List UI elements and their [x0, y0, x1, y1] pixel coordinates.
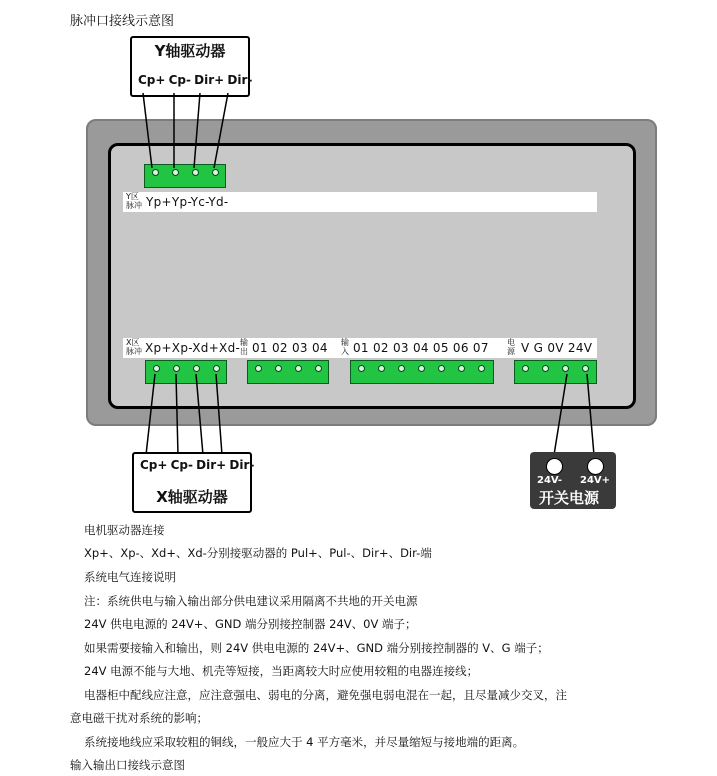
paragraph-wiring-note-cont: 意电磁干扰对系统的影响； — [70, 711, 208, 725]
psu-positive-terminal — [587, 458, 604, 475]
input-label-top: 输 — [341, 338, 349, 347]
y-pulse-terminals-label: Yp+Yp-Yc-Yd- — [146, 195, 229, 209]
paragraph-no-short: 24V 电源不能与大地、机壳等短接，当距离较大时应使用较粗的电器连接线； — [84, 664, 479, 678]
y-wire-dir-plus — [194, 93, 200, 168]
power-terminals-label: V G 0V 24V — [521, 341, 593, 355]
x-pulse-label-top: X区 — [126, 338, 140, 347]
psu-wire-positive — [587, 374, 594, 455]
output-label-bottom: 出 — [240, 347, 248, 356]
paragraph-electrical-heading: 系统电气连接说明 — [84, 570, 176, 584]
y-pulse-label-top: Y区 — [126, 192, 139, 201]
input-label-bottom: 入 — [341, 347, 349, 356]
power-label-bottom: 源 — [507, 347, 515, 356]
power-label-top: 电 — [507, 338, 515, 347]
y-pulse-label-bottom: 脉冲 — [126, 201, 142, 210]
output-terminals-label: 01 02 03 04 — [252, 341, 328, 355]
y-driver-title: Y轴驱动器 — [154, 42, 226, 60]
y-driver-pins: Cp+ Cp- Dir+ Dir- — [138, 73, 253, 87]
x-wire-cp-plus — [146, 374, 155, 455]
paragraph-power-24v: 24V 供电电源的 24V+、GND 端分别接控制器 24V、0V 端子； — [84, 617, 417, 631]
psu-negative-terminal — [546, 458, 563, 475]
paragraph-wiring-note: 电器柜中配线应注意，应注意强电、弱电的分离，避免强电弱电混在一起，且尽量减少交叉，注 — [84, 688, 567, 702]
psu-title: 开关电源 — [539, 489, 600, 507]
x-driver-title: X轴驱动器 — [156, 488, 228, 506]
x-driver-box — [132, 452, 255, 513]
y-wire-cp-plus — [143, 93, 152, 168]
paragraph-terminal-mapping: Xp+、Xp-、Xd+、Xd-分别接驱动器的 Pul+、Pul-、Dir+、Dir-端 — [84, 546, 432, 560]
output-label-top: 输 — [240, 338, 248, 347]
psu-positive-label: 24V+ — [580, 475, 611, 486]
page-title: 脉冲口接线示意图 — [70, 14, 175, 29]
paragraph-note-isolation: 注：系统供电与输入输出部分供电建议采用隔离不共地的开关电源 — [84, 594, 418, 608]
x-wire-dir-minus — [216, 374, 222, 455]
io-diagram-heading: 输入输出口接线示意图 — [70, 758, 185, 772]
paragraph-motor-connection: 电机驱动器连接 — [84, 523, 165, 537]
psu-wire-negative — [554, 374, 567, 455]
paragraph-io-power: 如果需要接输入和输出，则 24V 供电电源的 24V+、GND 端分别接控制器的 V、G 端子； — [84, 641, 549, 655]
x-pulse-terminals-label: Xp+Xp-Xd+Xd- — [145, 341, 241, 355]
y-wire-dir-minus — [214, 93, 228, 168]
x-wire-dir-plus — [196, 374, 203, 455]
paragraph-grounding: 系统接地线应采取较粗的铜线，一般应大于 4 平方毫米，并尽量缩短与接地端的距离。 — [84, 735, 525, 749]
x-driver-pins: Cp+ Cp- Dir+ Dir- — [140, 458, 255, 472]
psu-negative-label: 24V- — [537, 475, 563, 486]
x-wire-cp-minus — [176, 374, 178, 455]
input-terminals-label: 01 02 03 04 05 06 07 — [353, 341, 489, 355]
x-pulse-label-bottom: 脉冲 — [126, 347, 142, 356]
